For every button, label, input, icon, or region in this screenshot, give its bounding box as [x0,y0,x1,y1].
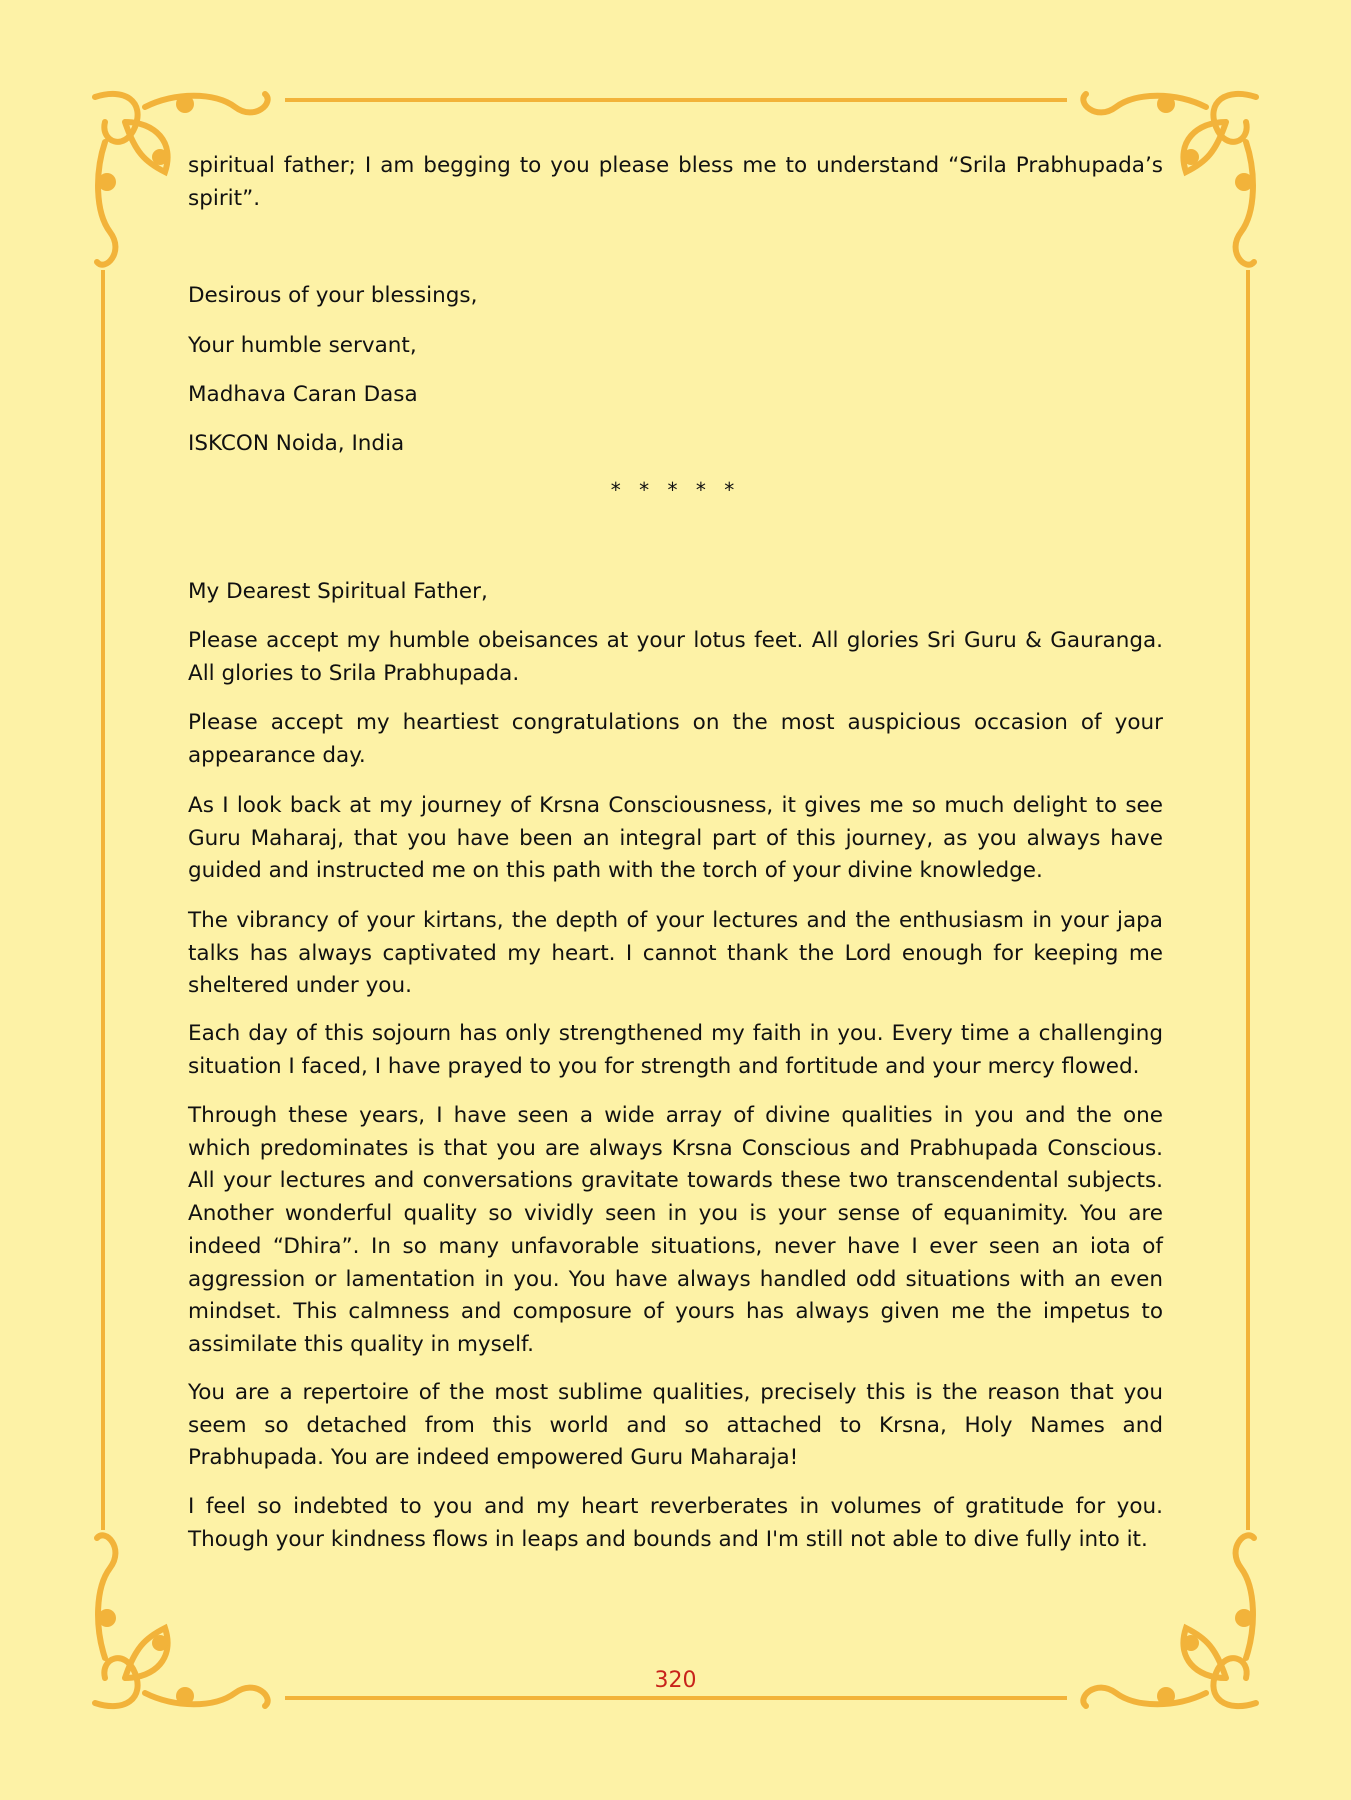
border-top [285,98,1067,102]
letter-paragraph: You are a repertoire of the most sublime qualities, precisely this is the reason that you seem so detached from this world and so attached to Krsna, Holy Names and Prabhupada. You are indeed empowered Guru Maharaja! [188,1380,1163,1471]
signer-name: Madhava Caran Dasa [188,382,418,407]
letter-paragraph: Each day of this sojourn has only strengthened my faith in you. Every time a challenging situation I faced, I have prayed to you for strength and fortitude and your mercy flowed. [188,1021,1163,1079]
page-number: 320 [654,1668,697,1693]
border-left [101,270,105,1530]
border-right [1246,270,1250,1530]
letter-greeting: My Dearest Spiritual Father, [188,579,488,604]
closing-salutation: Desirous of your blessings, [188,283,478,308]
closing-servant: Your humble servant, [188,333,417,358]
letter-paragraph: The vibrancy of your kirtans, the depth of your lectures and the enthusiasm in your japa talks has always captivated my heart. I cannot thank the Lord enough for keeping me sheltered under you. [188,908,1163,999]
letter-paragraph: Please accept my humble obeisances at your lotus feet. All glories Sri Guru & Gauranga. All glories to Srila Prabhupada. [188,628,1163,686]
signer-location: ISKCON Noida, India [188,431,405,456]
letter-paragraph: Please accept my heartiest congratulations on the most auspicious occasion of your appearance day. [188,710,1163,768]
letter-paragraph: I feel so indebted to you and my heart reverberates in volumes of gratitude for you. Though your kindness flows in leaps and bounds and I'm still not able to dive fully into it. [188,1494,1163,1552]
letter-paragraph: Through these years, I have seen a wide array of divine qualities in you and the one which predominates is that you are always Krsna Conscious and Prabhupada Conscious. All your lectures and conversations gravitate towards these two transcendental subjects. Another wonderful quality so vividly seen in you is your sense of equanimity. You are indeed “Dhira”. In so many unfavorable situations, never have I ever seen an iota of aggression or lamentation in you. You have always handled odd situations with an even mindset. This calmness and composure of yours has always given me the impetus to assimilate this quality in myself. [188,1103,1163,1357]
letter-paragraph: As I look back at my journey of Krsna Consciousness, it gives me so much delight to see Guru Maharaj, that you have been an integral part of this journey, as you always have guided and instructed me on this path with the torch of your divine knowledge. [188,793,1163,884]
section-separator: * * * * * [610,478,741,502]
opening-continuation: spiritual father; I am begging to you please bless me to understand “Srila Prabhupada’s spirit”. [188,153,1163,211]
border-bottom [285,1696,1067,1700]
